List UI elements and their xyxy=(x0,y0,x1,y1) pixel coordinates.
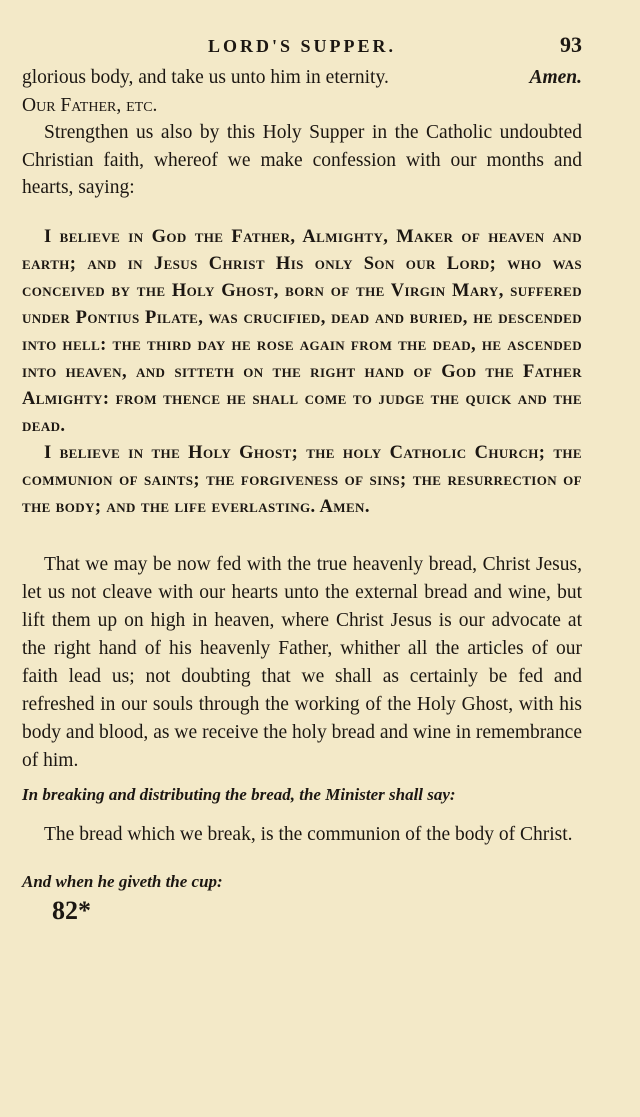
our-father-line: Our Father, etc. xyxy=(22,94,158,116)
opening-text: glorious body, and take us unto him in eternity. xyxy=(22,67,389,88)
prayer-paragraph: That we may be now fed with the true heavenly bread, Christ Jesus, let us not cleave with our hearts unto the external bread and wine, but lift them up on high in heaven, where Christ Jesus is our advocate at the right hand of his heavenly Father, whither all the articles of our faith lead us; not doubting that we shall as certainly be fed and refreshed in our souls through the working of the Holy Ghost, with his body and blood, as we receive the holy bread and wine in remembrance of him. xyxy=(22,553,582,771)
apostles-creed xyxy=(22,224,582,521)
opening-line xyxy=(22,64,582,92)
rubric-cup: And when he giveth the cup: xyxy=(22,872,223,891)
signature-mark: 82* xyxy=(52,896,91,925)
page-number: 93 xyxy=(560,32,582,57)
rubric-breaking-bread: In breaking and distributing the bread, the Minister shall say: xyxy=(22,784,456,804)
creed-second-article: I believe in the Holy Ghost; the holy Catholic Church; the communion of saints; the forgiveness of sins; the resurrection of the body; and the life everlasting. Amen. xyxy=(22,442,582,517)
creed-first-article: I believe in God the Father, Almighty, Maker of heaven and earth; and in Jesus Christ His only Son our Lord; who was conceived by the Holy Ghost, born of the Virgin Mary, suffered under Pontius Pilate, was crucified, dead and buried, he descended into hell: the third day he rose again from the dead, he ascended into heaven, and sitteth on the right hand of God the Father Almighty: from thence he shall come to judge the quick and the dead. xyxy=(22,226,582,436)
opening-amen: Amen. xyxy=(529,67,582,88)
running-title: LORD'S SUPPER. xyxy=(207,36,397,56)
page-header xyxy=(22,32,582,64)
minister-words: The bread which we break, is the communion of the body of Christ. xyxy=(44,823,573,845)
strengthen-paragraph: Strengthen us also by this Holy Supper in the Catholic undoubted Christian faith, whereof we make confession with our months and hearts, saying: xyxy=(22,122,582,198)
